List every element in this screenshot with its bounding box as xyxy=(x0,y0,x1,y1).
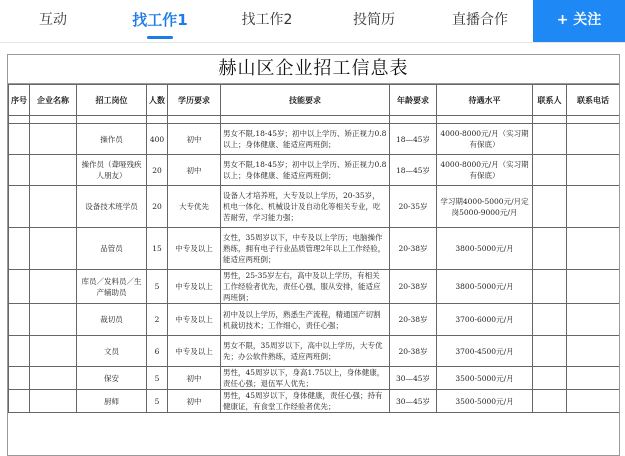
cell-contact xyxy=(533,270,567,304)
cell-skills: 男女不限,18-45岁；初中以上学历、矫正视力0.8以上；身体健康、能适应两班倒； xyxy=(221,124,390,155)
cell-seq xyxy=(9,336,30,367)
cell-company xyxy=(30,228,77,270)
cell-pay: 3700-6000元/月 xyxy=(437,304,533,336)
cell-contact xyxy=(533,390,567,413)
column-header: 待遇水平 xyxy=(437,85,533,116)
cell-position: 设备技术班学员 xyxy=(77,186,147,228)
tab-label: 找工作2 xyxy=(241,12,293,28)
cell-phone xyxy=(567,155,620,186)
cell-education: 初中 xyxy=(168,367,221,390)
cell-company xyxy=(30,124,77,155)
cell-seq xyxy=(9,270,30,304)
cell-contact xyxy=(533,336,567,367)
cell-age: 20-38岁 xyxy=(390,270,437,304)
cell-pay: 3500-5000元/月 xyxy=(437,367,533,390)
cell-seq xyxy=(9,186,30,228)
cell-position: 操作员（聋哑残疾人朋友） xyxy=(77,155,147,186)
cell-seq xyxy=(9,228,30,270)
cell-contact xyxy=(533,155,567,186)
cell-age: 30—45岁 xyxy=(390,390,437,413)
tab-find-job-2[interactable] xyxy=(230,0,304,42)
table-spacer-row xyxy=(9,116,620,124)
table-row xyxy=(9,155,620,186)
tab-label: 互动 xyxy=(39,12,67,28)
cell-company xyxy=(30,367,77,390)
column-header: 招工岗位 xyxy=(77,85,147,116)
tab-label: 直播合作 xyxy=(452,12,508,28)
cell-company xyxy=(30,390,77,413)
cell-position: 操作员 xyxy=(77,124,147,155)
column-header: 联系电话 xyxy=(567,85,620,116)
cell-count: 20 xyxy=(147,186,168,228)
cell-position: 库员／发料员／生产辅助员 xyxy=(77,270,147,304)
cell-skills: 男女不限,18-45岁；初中以上学历、矫正视力0.8以上；身体健康、能适应两班倒； xyxy=(221,155,390,186)
cell-phone xyxy=(567,390,620,413)
cell-seq xyxy=(9,124,30,155)
cell-education: 中专及以上 xyxy=(168,304,221,336)
cell-skills: 女性，35周岁以下，中专及以上学历；电脑操作熟练，拥有电子行业品质管理2年以上工作经验，能适应两班倒； xyxy=(221,228,390,270)
cell-seq xyxy=(9,367,30,390)
cell-age: 20-38岁 xyxy=(390,228,437,270)
cell-pay: 3800-5000元/月 xyxy=(437,228,533,270)
follow-button[interactable] xyxy=(533,0,625,42)
active-tab-indicator xyxy=(147,36,173,39)
cell-count: 6 xyxy=(147,336,168,367)
table-row xyxy=(9,304,620,336)
follow-button-label: + 关注 xyxy=(556,12,602,28)
cell-contact xyxy=(533,228,567,270)
cell-age: 18—45岁 xyxy=(390,124,437,155)
cell-company xyxy=(30,304,77,336)
cell-skills: 男性，25-35岁左右，高中及以上学历，有相关工作经验者优先，责任心强，服从安排，能适应两班倒； xyxy=(221,270,390,304)
table-row xyxy=(9,186,620,228)
cell-skills: 初中及以上学历，熟悉生产流程，精通国产切割机裁切技术；工作细心，责任心强； xyxy=(221,304,390,336)
column-header: 企业名称 xyxy=(30,85,77,116)
cell-position: 品管员 xyxy=(77,228,147,270)
cell-skills: 男性，45周岁以下，身高1.75以上，身体健康，责任心强；退伍军人优先； xyxy=(221,367,390,390)
cell-position: 裁切员 xyxy=(77,304,147,336)
cell-contact xyxy=(533,124,567,155)
cell-position: 保安 xyxy=(77,367,147,390)
table-row xyxy=(9,336,620,367)
cell-seq xyxy=(9,390,30,413)
cell-pay: 3500-5000元/月 xyxy=(437,390,533,413)
recruitment-document xyxy=(7,54,620,456)
column-header: 联系人 xyxy=(533,85,567,116)
cell-phone xyxy=(567,304,620,336)
cell-company xyxy=(30,186,77,228)
cell-phone xyxy=(567,336,620,367)
tab-interaction[interactable] xyxy=(20,0,86,42)
cell-pay: 3800-5000元/月 xyxy=(437,270,533,304)
cell-age: 20-38岁 xyxy=(390,336,437,367)
cell-education: 中专及以上 xyxy=(168,228,221,270)
cell-education: 中专及以上 xyxy=(168,270,221,304)
cell-count: 5 xyxy=(147,367,168,390)
tab-find-job-1[interactable] xyxy=(122,0,198,42)
cell-phone xyxy=(567,367,620,390)
cell-skills: 男女不限，35周岁以下，高中以上学历，大专优先；办公软件熟练，适应两班倒； xyxy=(221,336,390,367)
cell-count: 2 xyxy=(147,304,168,336)
cell-phone xyxy=(567,186,620,228)
cell-phone xyxy=(567,124,620,155)
cell-position: 厨师 xyxy=(77,390,147,413)
cell-seq xyxy=(9,304,30,336)
cell-company xyxy=(30,155,77,186)
column-header: 序号 xyxy=(9,85,30,116)
cell-company xyxy=(30,270,77,304)
cell-pay: 学习期4000-5000元/月定岗5000-9000元/月 xyxy=(437,186,533,228)
column-header: 学历要求 xyxy=(168,85,221,116)
cell-company xyxy=(30,336,77,367)
cell-skills: 设备人才培养班，大专及以上学历，20-35岁，机电一体化、机械设计及自动化等相关专业，吃苦耐劳，学习能力强； xyxy=(221,186,390,228)
table-row xyxy=(9,228,620,270)
recruitment-table xyxy=(8,84,620,413)
cell-position: 文员 xyxy=(77,336,147,367)
tab-submit-resume[interactable] xyxy=(342,0,406,42)
tab-label: 找工作1 xyxy=(132,11,188,29)
cell-count: 15 xyxy=(147,228,168,270)
cell-contact xyxy=(533,367,567,390)
cell-pay: 4000-8000元/月（实习期有保底） xyxy=(437,155,533,186)
table-header-row xyxy=(9,85,620,116)
cell-contact xyxy=(533,304,567,336)
cell-pay: 4000-8000元/月（实习期有保底） xyxy=(437,124,533,155)
tab-live-cooperation[interactable] xyxy=(442,0,518,42)
cell-phone xyxy=(567,270,620,304)
cell-age: 30—45岁 xyxy=(390,367,437,390)
cell-pay: 3700-4500元/月 xyxy=(437,336,533,367)
column-header: 人数 xyxy=(147,85,168,116)
cell-seq xyxy=(9,155,30,186)
cell-count: 20 xyxy=(147,155,168,186)
column-header: 技能要求 xyxy=(221,85,390,116)
cell-education: 初中 xyxy=(168,155,221,186)
table-row xyxy=(9,270,620,304)
cell-education: 初中 xyxy=(168,390,221,413)
column-header: 年龄要求 xyxy=(390,85,437,116)
document-title: 赫山区企业招工信息表 xyxy=(8,55,619,84)
cell-contact xyxy=(533,186,567,228)
cell-education: 中专及以上 xyxy=(168,336,221,367)
cell-education: 初中 xyxy=(168,124,221,155)
tab-label: 投简历 xyxy=(353,12,395,28)
top-tab-bar xyxy=(0,0,625,43)
cell-age: 18—45岁 xyxy=(390,155,437,186)
cell-count: 5 xyxy=(147,390,168,413)
cell-skills: 男性，45周岁以下，身体健康，责任心强；持有健康证，有食堂工作经验者优先； xyxy=(221,390,390,413)
table-row xyxy=(9,367,620,390)
cell-phone xyxy=(567,228,620,270)
table-row xyxy=(9,124,620,155)
cell-count: 400 xyxy=(147,124,168,155)
cell-age: 20-38岁 xyxy=(390,304,437,336)
cell-education: 大专优先 xyxy=(168,186,221,228)
cell-count: 5 xyxy=(147,270,168,304)
table-row xyxy=(9,390,620,413)
cell-age: 20-35岁 xyxy=(390,186,437,228)
